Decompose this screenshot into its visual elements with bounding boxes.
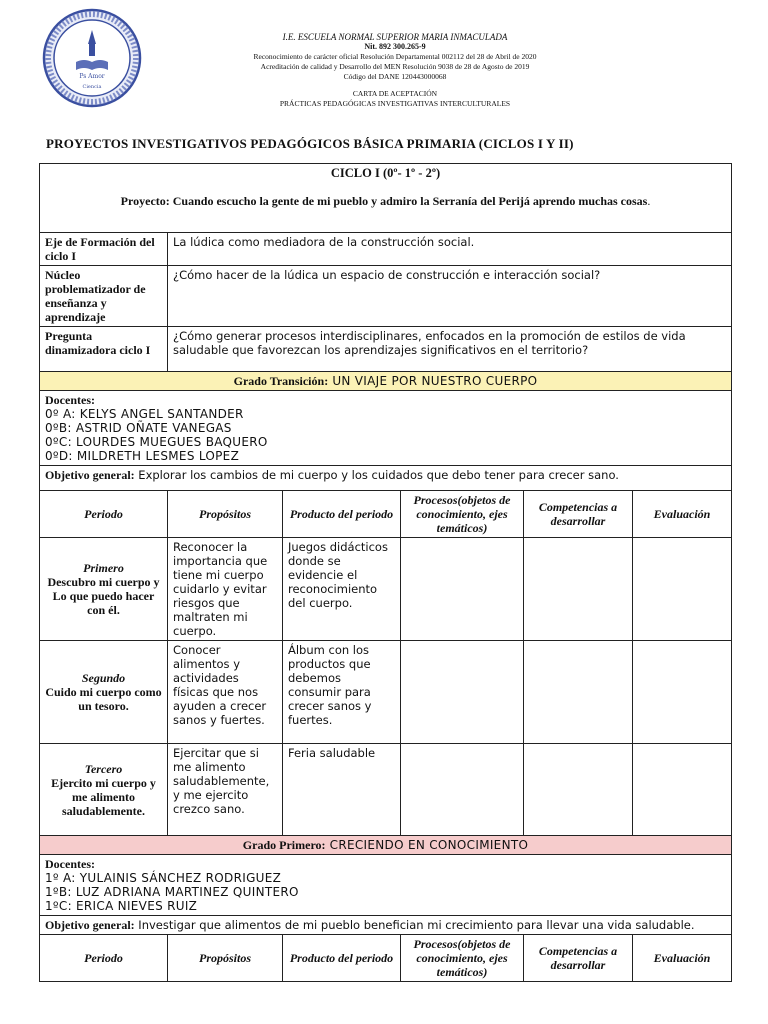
- table-row: [40, 744, 732, 836]
- svg-text:Ps Amor: Ps Amor: [79, 73, 105, 80]
- objetivo-transicion: Objetivo general: Explorar los cambios de mi cuerpo y los cuidados que debo tener para crecer sano.: [40, 466, 732, 491]
- pregunta-value: ¿Cómo generar procesos interdisciplinares, enfocados en la promoción de estilos de vida saludable que favorezcan los aprendizajes significativos en el territorio?: [168, 327, 732, 372]
- eje-value: La lúdica como mediadora de la construcción social.: [168, 233, 732, 266]
- producto-tercero: Feria saludable: [283, 744, 401, 836]
- docente-1a: 1º A: YULAINIS SÁNCHEZ RODRIGUEZ: [45, 871, 282, 885]
- school-name: I.E. ESCUELA NORMAL SUPERIOR MARIA INMACULADA: [282, 32, 508, 42]
- school-nit: Nit. 892 300.265-9: [364, 42, 426, 51]
- col-competencias-2: Competencias a desarrollar: [524, 935, 633, 982]
- nucleo-value: ¿Cómo hacer de la lúdica un espacio de construcción e interacción social?: [168, 266, 732, 327]
- col-evaluacion: Evaluación: [633, 491, 732, 538]
- col-competencias: Competencias a desarrollar: [524, 491, 633, 538]
- docente-0d: 0ºD: MILDRETH LESMES LOPEZ: [45, 449, 240, 463]
- col-procesos-2: Procesos(objetos de conocimiento, ejes temáticos): [401, 935, 524, 982]
- grado-transicion-header: Grado Transición: UN VIAJE POR NUESTRO CUERPO: [40, 372, 732, 391]
- program-line: PRÁCTICAS PEDAGÓGICAS INVESTIGATIVAS INTERCULTURALES: [279, 99, 511, 108]
- grado-primero-header: Grado Primero: CRECIENDO EN CONOCIMIENTO: [40, 836, 732, 855]
- document-title: PROYECTOS INVESTIGATIVOS PEDAGÓGICOS BÁSICA PRIMARIA (CICLOS I Y II): [46, 136, 574, 151]
- pregunta-label: Pregunta dinamizadora ciclo I: [40, 327, 168, 372]
- docente-0c: 0ºC: LOURDES MUEGUES BAQUERO: [45, 435, 268, 449]
- accreditation-line: Acreditación de calidad y Desarrollo del MEN Resolución 9038 de 28 de Agosto de 2019: [260, 62, 530, 71]
- docente-0b: 0ºB: ASTRID OÑATE VANEGAS: [45, 421, 232, 435]
- col-evaluacion-2: Evaluación: [633, 935, 732, 982]
- docente-1b: 1ºB: LUZ ADRIANA MARTINEZ QUINTERO: [45, 885, 299, 899]
- docente-0a: 0º A: KELYS ANGEL SANTANDER: [45, 407, 244, 421]
- svg-text:Ciencia: Ciencia: [82, 84, 102, 90]
- resolution-line: Reconocimiento de carácter oficial Resolución Departamental 002112 del 28 de Abril de 2020: [253, 52, 537, 61]
- periodo-tercero: Tercero Ejercito mi cuerpo y me alimento saludablemente.: [40, 744, 168, 836]
- producto-segundo: Álbum con los productos que debemos consumir para crecer sanos y fuertes.: [283, 641, 401, 744]
- projects-table: [39, 163, 732, 982]
- objetivo-primero: Objetivo general: Investigar que alimentos de mi pueblo benefician mi crecimiento para llevar una vida saludable.: [40, 916, 732, 935]
- col-periodo: Periodo: [40, 491, 168, 538]
- docente-1c: 1ºC: ERICA NIEVES RUIZ: [45, 899, 198, 913]
- col-periodo-2: Periodo: [40, 935, 168, 982]
- producto-primero: Juegos didácticos donde se evidencie el reconocimiento del cuerpo.: [283, 538, 401, 641]
- col-procesos: Procesos(objetos de conocimiento, ejes temáticos): [401, 491, 524, 538]
- eje-label: Eje de Formación del ciclo I: [40, 233, 168, 266]
- col-propositos-2: Propósitos: [168, 935, 283, 982]
- periodo-primero: Primero Descubro mi cuerpo y Lo que puedo hacer con él.: [40, 538, 168, 641]
- nucleo-label: Núcleo problematizador de enseñanza y aprendizaje: [40, 266, 168, 327]
- ciclo-header-cell: [40, 164, 732, 233]
- proposito-tercero: Ejercitar que si me alimento saludablemente, y me ejercito crezco sano.: [168, 744, 283, 836]
- col-propositos: Propósitos: [168, 491, 283, 538]
- letterhead: [160, 32, 630, 109]
- col-producto-2: Producto del periodo: [283, 935, 401, 982]
- proposito-segundo: Conocer alimentos y actividades físicas que nos ayuden a crecer sanos y fuertes.: [168, 641, 283, 744]
- school-seal-logo: [42, 8, 142, 108]
- table-row: [40, 538, 732, 641]
- letter-type-line: CARTA DE ACEPTACIÓN: [352, 89, 438, 98]
- table-row: [40, 641, 732, 744]
- docentes-transicion: Docentes: 0º A: KELYS ANGEL SANTANDER 0ºB: ASTRID OÑATE VANEGAS 0ºC: LOURDES MUEGUES BAQUERO 0ºD: MILDRETH LESMES LOPEZ: [40, 391, 732, 466]
- proposito-primero: Reconocer la importancia que tiene mi cuerpo cuidarlo y evitar riesgos que maltraten mi cuerpo.: [168, 538, 283, 641]
- periodo-segundo: Segundo Cuido mi cuerpo como un tesoro.: [40, 641, 168, 744]
- proyecto-line: Proyecto: Cuando escucho la gente de mi pueblo y admiro la Serranía del Perijá aprendo muchas cosas.: [120, 194, 651, 208]
- ciclo-title: CICLO I (0º- 1º - 2º): [330, 166, 441, 180]
- col-producto: Producto del periodo: [283, 491, 401, 538]
- dane-code-line: Código del DANE 120443000068: [343, 72, 447, 81]
- docentes-primero: Docentes: 1º A: YULAINIS SÁNCHEZ RODRIGUEZ 1ºB: LUZ ADRIANA MARTINEZ QUINTERO 1ºC: ERICA NIEVES RUIZ: [40, 855, 732, 916]
